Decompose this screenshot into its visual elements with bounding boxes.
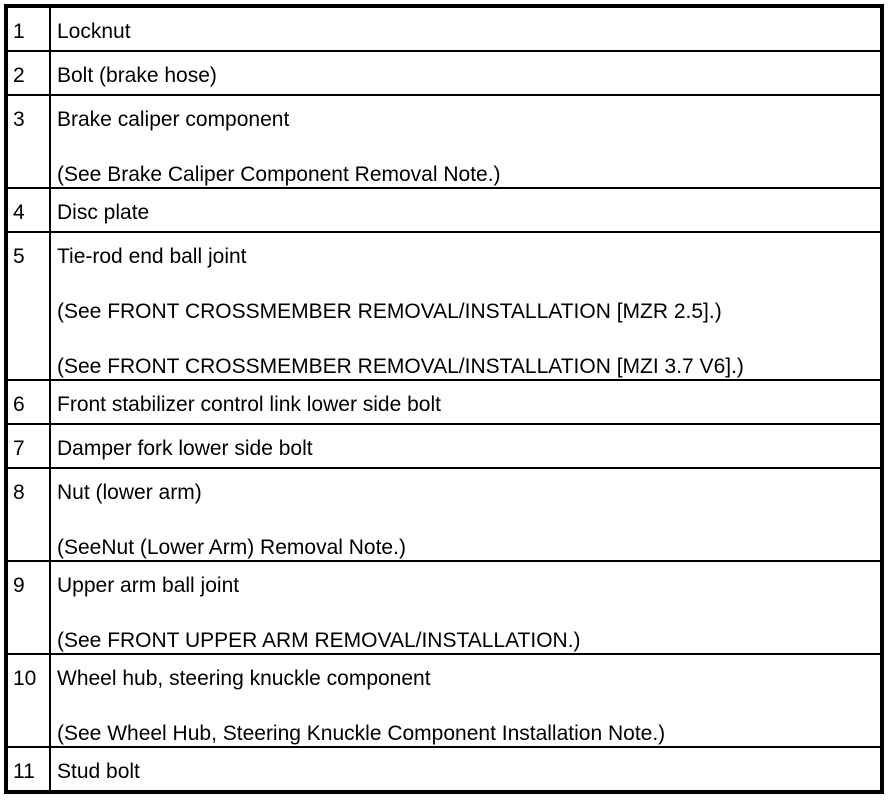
table-row (6, 424, 882, 468)
item-description (50, 188, 882, 232)
item-number: 5 (6, 232, 50, 380)
description-line: Nut (lower arm) (57, 481, 202, 504)
reference-note: (SeeNut (Lower Arm) Removal Note.) (57, 536, 406, 559)
item-number: 6 (6, 380, 50, 424)
item-description (50, 424, 882, 468)
table-row (6, 51, 882, 95)
item-number: 11 (6, 747, 50, 792)
description-line: Upper arm ball joint (57, 574, 240, 597)
item-description (50, 6, 882, 51)
parts-table (4, 4, 884, 794)
reference-note: (See FRONT UPPER ARM REMOVAL/INSTALLATION.) (57, 629, 581, 652)
item-description (50, 232, 882, 380)
item-description (50, 561, 882, 654)
table-row (6, 6, 882, 51)
parts-table-body (6, 6, 882, 792)
table-row (6, 561, 882, 654)
item-number: 9 (6, 561, 50, 654)
description-line: Stud bolt (57, 760, 140, 783)
item-description (50, 380, 882, 424)
table-row (6, 747, 882, 792)
description-line: Locknut (57, 20, 131, 43)
table-row (6, 654, 882, 747)
item-description (50, 95, 882, 188)
reference-note: (See FRONT CROSSMEMBER REMOVAL/INSTALLATION [MZR 2.5].) (57, 300, 722, 323)
item-number: 4 (6, 188, 50, 232)
description-line: Front stabilizer control link lower side bolt (57, 393, 441, 416)
item-number: 1 (6, 6, 50, 51)
item-number: 7 (6, 424, 50, 468)
description-line: Bolt (brake hose) (57, 64, 217, 87)
item-number: 10 (6, 654, 50, 747)
table-row (6, 232, 882, 380)
item-number: 3 (6, 95, 50, 188)
item-description (50, 654, 882, 747)
table-row (6, 188, 882, 232)
reference-note: (See FRONT CROSSMEMBER REMOVAL/INSTALLATION [MZI 3.7 V6].) (57, 355, 744, 378)
item-number: 8 (6, 468, 50, 561)
reference-note: (See Brake Caliper Component Removal Note.) (57, 163, 501, 186)
description-line: Brake caliper component (57, 108, 290, 131)
description-line: Disc plate (57, 201, 150, 224)
table-row (6, 380, 882, 424)
table-row (6, 95, 882, 188)
table-row (6, 468, 882, 561)
description-line: Tie-rod end ball joint (57, 245, 247, 268)
item-description (50, 468, 882, 561)
reference-note: (See Wheel Hub, Steering Knuckle Component Installation Note.) (57, 722, 666, 745)
description-line: Damper fork lower side bolt (57, 437, 313, 460)
item-description (50, 51, 882, 95)
description-line: Wheel hub, steering knuckle component (57, 667, 431, 690)
item-number: 2 (6, 51, 50, 95)
item-description (50, 747, 882, 792)
